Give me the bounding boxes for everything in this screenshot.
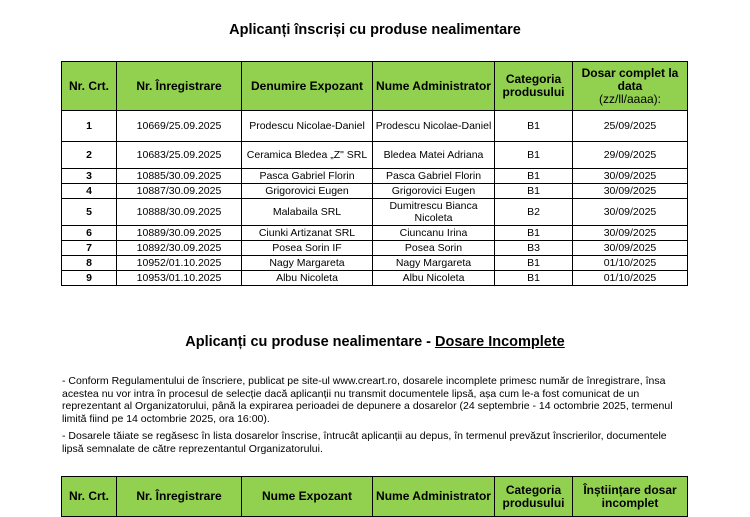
cell-denumire-expozant: Malabaila SRL	[242, 199, 373, 226]
cell-categoria: B3	[495, 241, 573, 256]
note-paragraph-2: - Dosarele tăiate se regăsesc în lista dosarelor înscrise, întrucât aplicanții au depus, în termenul prevăzut înscrierilor, documentele lipsă semnalate de către reprezentantul Organizatorului.	[62, 430, 667, 455]
cell-nume-administrator: Prodescu Nicolae-Daniel	[373, 111, 495, 142]
section-title-prefix: Aplicanți cu produse nealimentare -	[185, 334, 436, 350]
table-row	[62, 241, 688, 256]
cell-categoria: B1	[495, 184, 573, 199]
cell-nume-administrator: Pasca Gabriel Florin	[373, 169, 495, 184]
header-dosar-complet	[573, 62, 688, 111]
cell-dosar-complet-data: 01/10/2025	[573, 256, 688, 271]
table-row	[62, 226, 688, 241]
cell-nr-inregistrare: 10953/01.10.2025	[117, 271, 242, 286]
header-denumire-expozant: Denumire Expozant	[242, 62, 373, 111]
cell-nr-inregistrare: 10669/25.09.2025	[117, 111, 242, 142]
cell-dosar-complet-data: 30/09/2025	[573, 226, 688, 241]
cell-nr-crt: 8	[62, 256, 117, 271]
cell-nr-crt: 9	[62, 271, 117, 286]
cell-denumire-expozant: Albu Nicoleta	[242, 271, 373, 286]
cell-categoria: B1	[495, 111, 573, 142]
cell-nr-inregistrare: 10889/30.09.2025	[117, 226, 242, 241]
cell-nume-administrator: Albu Nicoleta	[373, 271, 495, 286]
cell-nume-administrator: Nagy Margareta	[373, 256, 495, 271]
cell-nr-inregistrare: 10683/25.09.2025	[117, 142, 242, 169]
table-row	[62, 169, 688, 184]
cell-nr-inregistrare: 10892/30.09.2025	[117, 241, 242, 256]
cell-nr-inregistrare: 10887/30.09.2025	[117, 184, 242, 199]
cell-denumire-expozant: Pasca Gabriel Florin	[242, 169, 373, 184]
cell-denumire-expozant: Prodescu Nicolae-Daniel	[242, 111, 373, 142]
cell-dosar-complet-data: 30/09/2025	[573, 199, 688, 226]
page-title: Aplicanți înscriși cu produse nealimentare	[229, 22, 521, 38]
cell-nume-administrator: Dumitrescu Bianca Nicoleta	[373, 199, 495, 226]
cell-nr-crt: 3	[62, 169, 117, 184]
table-row	[62, 111, 688, 142]
cell-nr-inregistrare: 10885/30.09.2025	[117, 169, 242, 184]
cell-categoria: B1	[495, 226, 573, 241]
header-nume-administrator: Nume Administrator	[373, 62, 495, 111]
header-nr-inregistrare: Nr. Înregistrare	[117, 62, 242, 111]
cell-nr-inregistrare: 10952/01.10.2025	[117, 256, 242, 271]
cell-dosar-complet-data: 30/09/2025	[573, 169, 688, 184]
cell-denumire-expozant: Ciunki Artizanat SRL	[242, 226, 373, 241]
table-row	[62, 199, 688, 226]
cell-categoria: B2	[495, 199, 573, 226]
header-nume-administrator: Nume Administrator	[373, 477, 495, 517]
cell-nume-administrator: Bledea Matei Adriana	[373, 142, 495, 169]
table-row	[62, 256, 688, 271]
table-row	[62, 271, 688, 286]
cell-dosar-complet-data: 30/09/2025	[573, 184, 688, 199]
cell-dosar-complet-data: 01/10/2025	[573, 271, 688, 286]
header-dosar-complet-line2: (zz/ll/aaaa):	[598, 91, 662, 106]
cell-denumire-expozant: Posea Sorin IF	[242, 241, 373, 256]
cell-denumire-expozant: Ceramica Bledea „Z" SRL	[242, 142, 373, 169]
cell-categoria: B1	[495, 256, 573, 271]
cell-categoria: B1	[495, 271, 573, 286]
header-dosar-complet-line1: Dosar complet la data	[581, 65, 679, 93]
cell-nr-crt: 1	[62, 111, 117, 142]
cell-categoria: B1	[495, 142, 573, 169]
cell-nr-crt: 4	[62, 184, 117, 199]
cell-nume-administrator: Ciuncanu Irina	[373, 226, 495, 241]
note-paragraph-1: - Conform Regulamentului de înscriere, publicat pe site-ul www.creart.ro, dosarele incomplete primesc număr de înregistrare, însa acestea nu vor intra în procesul de selecție dacă aplicanții nu transmit documentele lipsă, așa cum le-a fost comunicat de un reprezentant al Organizatorului, până la expirarea perioadei de depunere a dosarelor (24 septembrie - 14 octombrie 2025, termenul limită fiind pe 14 octombrie 2025, ora 16:00).	[62, 375, 673, 425]
registered-applicants-table	[61, 61, 688, 286]
cell-nr-crt: 7	[62, 241, 117, 256]
cell-nume-administrator: Posea Sorin	[373, 241, 495, 256]
table-row	[62, 142, 688, 169]
cell-nr-crt: 5	[62, 199, 117, 226]
cell-nume-administrator: Grigorovici Eugen	[373, 184, 495, 199]
cell-categoria: B1	[495, 169, 573, 184]
header-nr-crt: Nr. Crt.	[62, 62, 117, 111]
cell-nr-crt: 6	[62, 226, 117, 241]
table-header-row	[62, 62, 688, 111]
header-instiintare-dosar-incomplet: Înștiințare dosar incomplet	[573, 477, 688, 517]
header-nume-expozant: Nume Expozant	[242, 477, 373, 517]
header-nr-inregistrare: Nr. Înregistrare	[117, 477, 242, 517]
cell-dosar-complet-data: 29/09/2025	[573, 142, 688, 169]
cell-denumire-expozant: Grigorovici Eugen	[242, 184, 373, 199]
incomplete-applications-table	[61, 476, 688, 517]
section-title-incomplete	[0, 334, 750, 350]
header-categoria-produsului: Categoria produsului	[495, 477, 573, 517]
section-title-underlined: Dosare Incomplete	[435, 334, 565, 350]
header-nr-crt: Nr. Crt.	[62, 477, 117, 517]
table-row	[62, 184, 688, 199]
cell-nr-crt: 2	[62, 142, 117, 169]
cell-denumire-expozant: Nagy Margareta	[242, 256, 373, 271]
notes-block	[62, 375, 687, 460]
table-header-row	[62, 477, 688, 517]
header-categoria-produsului: Categoria produsului	[495, 62, 573, 111]
cell-nr-inregistrare: 10888/30.09.2025	[117, 199, 242, 226]
cell-dosar-complet-data: 30/09/2025	[573, 241, 688, 256]
cell-dosar-complet-data: 25/09/2025	[573, 111, 688, 142]
